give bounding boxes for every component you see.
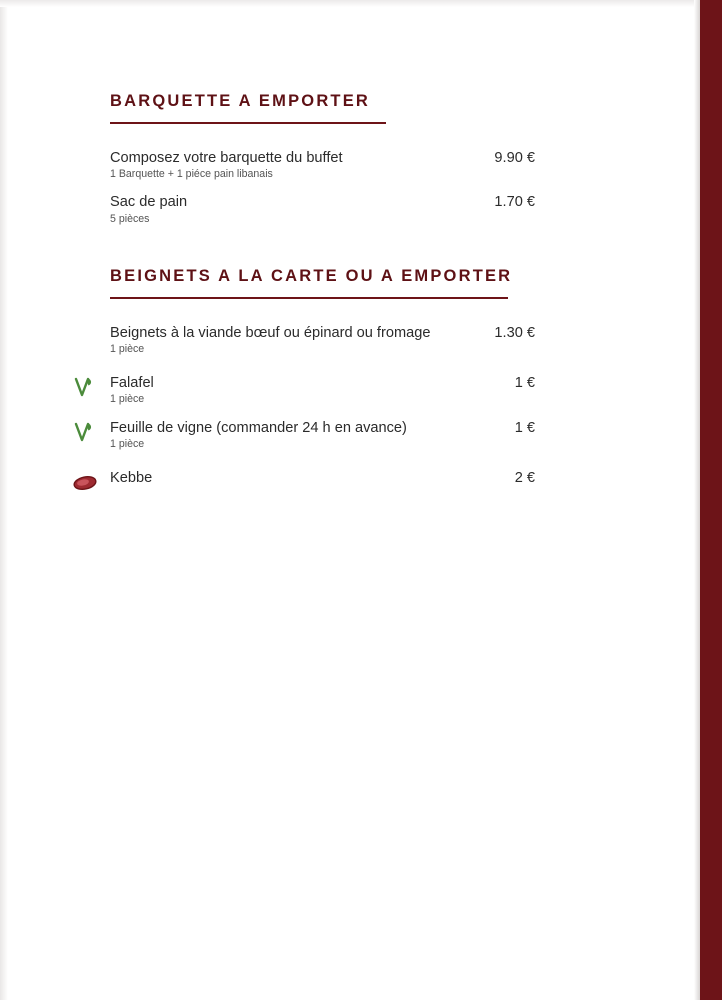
menu-item-info (110, 150, 343, 180)
menu-item-price: 1.30 € (494, 324, 535, 341)
menu-item-list (110, 325, 535, 488)
menu-item-info (110, 194, 187, 224)
page-edge-shadow-top (0, 0, 722, 7)
menu-item-subtitle: 1 pièce (110, 393, 145, 406)
menu-item-subtitle: 1 Barquette + 1 piéce pain libanais (110, 168, 273, 181)
menu-item-price: 1 € (514, 375, 535, 392)
menu-item-price: 1 € (514, 419, 535, 436)
vegetarian-icon (72, 420, 98, 446)
menu-item-name: Sac de pain (110, 194, 188, 211)
menu-item-price: 1.70 € (494, 194, 535, 211)
menu-item-info (110, 470, 152, 488)
menu-item (110, 194, 535, 224)
menu-item (110, 150, 535, 180)
menu-item (110, 375, 535, 405)
menu-item-name: Feuille de vigne (commander 24 h en avance) (110, 419, 407, 436)
menu-item (110, 470, 535, 488)
menu-content (110, 92, 535, 502)
section-divider (110, 297, 508, 299)
section-title: BEIGNETS A LA CARTE OU A EMPORTER (110, 266, 513, 285)
menu-item-price: 9.90 € (494, 150, 535, 166)
page-edge-shadow-left (0, 0, 8, 1000)
menu-item-subtitle: 5 pièces (110, 212, 150, 225)
page-spine (700, 0, 722, 1000)
menu-item-subtitle: 1 pièce (110, 343, 145, 355)
menu-item-name: Beignets à la viande bœuf ou épinard ou fromage (110, 324, 431, 341)
section-title: BARQUETTE A EMPORTER (110, 92, 371, 110)
menu-item (110, 325, 535, 355)
menu-item-info (110, 375, 154, 405)
section-divider (110, 122, 386, 124)
menu-item-price: 2 € (514, 469, 535, 486)
vegetarian-icon (72, 375, 98, 401)
menu-item-info (110, 325, 430, 355)
menu-item-name: Composez votre barquette du buffet (110, 150, 343, 166)
menu-item-subtitle: 1 pièce (110, 437, 145, 450)
menu-item-info (110, 420, 407, 450)
meat-icon (72, 470, 98, 496)
menu-item-list (110, 150, 535, 225)
menu-section-beignets (110, 267, 535, 488)
menu-item-name: Falafel (110, 375, 154, 392)
menu-item-name: Kebbe (110, 469, 153, 486)
menu-item (110, 420, 535, 450)
menu-section-barquette (110, 92, 535, 225)
